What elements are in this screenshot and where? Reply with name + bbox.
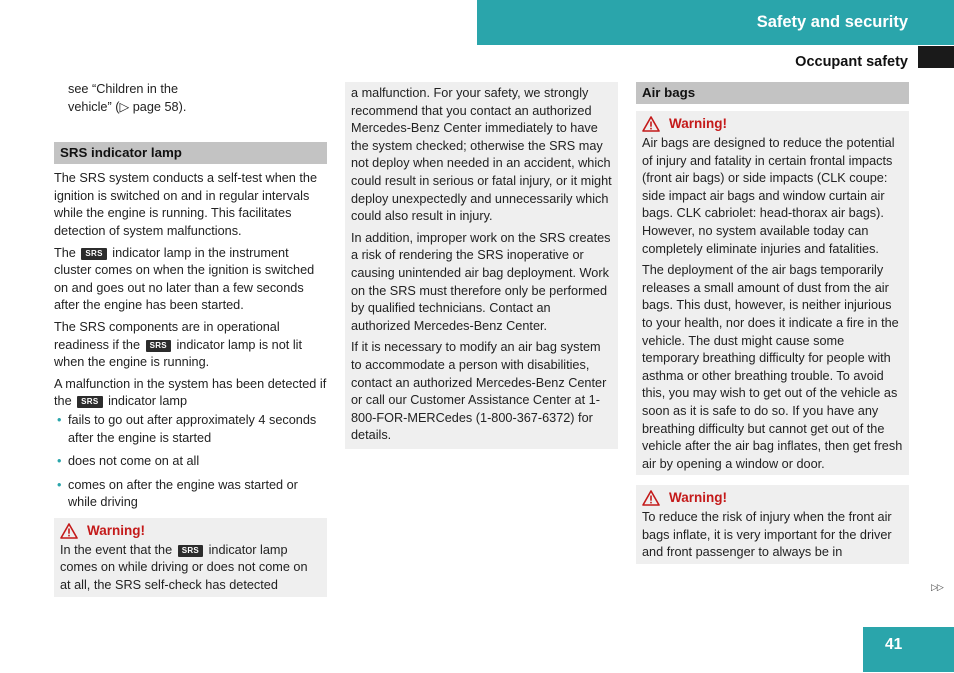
page-number: 41	[885, 636, 903, 653]
page-number-box	[863, 627, 954, 672]
warning-text: In the event that the SRS indicator lamp comes on while driving or does not come on at all, the SRS self-check has detected	[60, 542, 308, 593]
srs-indicator-icon: SRS	[81, 248, 106, 260]
section-tab-marker	[918, 46, 954, 68]
warning-heading: Warning!	[642, 114, 903, 134]
warning-continued-paragraph-3: If it is necessary to modify an air bag system to accommodate a person with disabilities, contact an authorized Mercedes-Benz Center or call our Customer Assistance Center at 1-800-FOR-MERCedes (1-800-367-6372) for details.	[351, 340, 607, 443]
column-2-continued-warning	[345, 82, 618, 449]
list-item: • fails to go out after approximately 4 seconds after the engine is started	[57, 412, 317, 445]
warning-continued-paragraph-2: In addition, improper work on the SRS creates a risk of rendering the SRS inoperative or causing unintended air bag deployment. Work on the SRS must therefore only be performed by qualified technicians. Contact an authorized Mercedes-Benz Center.	[351, 230, 611, 333]
srs-paragraph-4: A malfunction in the system has been detected if the SRS indicator lamp	[54, 376, 327, 409]
list-item: • comes on after the engine was started or while driving	[57, 477, 298, 510]
srs-indicator-icon: SRS	[178, 545, 203, 557]
bullet-icon: •	[57, 412, 62, 427]
warning-heading: Warning!	[642, 488, 903, 508]
srs-paragraph-3: The SRS components are in operational readiness if the SRS indicator lamp is not lit when the engine is running.	[54, 319, 302, 370]
intro-text	[54, 81, 327, 116]
column-3	[636, 82, 909, 564]
srs-section-heading: SRS indicator lamp	[54, 142, 327, 164]
airbags-section-heading: Air bags	[636, 82, 909, 104]
warning-continued-paragraph-1: a malfunction. For your safety, we strongly recommend that you contact an authorized Mercedes-Benz Center immediately to have the system checked; otherwise the SRS may not deploy when needed in an accident, which could result in serious or fatal injury, or it might deploy unexpectedly and unnecessarily which could also result in injury.	[351, 86, 612, 224]
bullet-icon: •	[57, 454, 62, 469]
srs-indicator-icon: SRS	[77, 396, 102, 408]
srs-paragraph-2: The SRS indicator lamp in the instrument cluster comes on when the ignition is switched on and goes out no later than a few seconds after the engine has been started.	[54, 245, 315, 313]
section-title: Safety and security	[756, 13, 908, 31]
srs-paragraph-1: The SRS system conducts a self-test when the ignition is switched on and in regular intervals while the engine is running. This facilitates detection of system malfunctions.	[54, 171, 318, 238]
column-1	[54, 81, 327, 597]
subsection-title: Occupant safety	[795, 54, 908, 70]
intro-line-2: vehicle” (▷ page 58).	[68, 99, 187, 114]
airbags-warning-box-1	[636, 111, 909, 475]
warning-triangle-icon	[642, 116, 660, 132]
airbags-warning-paragraph-2: The deployment of the air bags temporarily releases a small amount of dust from the air bags. This dust, however, is neither injurious to your health, nor does it indicate a fire in the vehicle. The dust might cause some temporary breathing difficulty for people with asthma or other breathing trouble. To avoid this, you may wish to get out of the vehicle as soon as it is safe to do so. If you have any breathing difficulty but cannot get out of the vehicle after the air bag inflates, then get fresh air by opening a window or door.	[642, 263, 903, 471]
airbags-warning-paragraph-1: Air bags are designed to reduce the potential of injury and fatality in certain frontal impacts (front air bags) or side impacts (CLK coupe: side impact air bags and window curtain air bags. CLK cabriolet: head-thorax air bags). However, no system available today can completely eliminate injuries and fatalities.	[642, 136, 895, 256]
srs-warning-box	[54, 518, 327, 597]
warning-triangle-icon	[60, 523, 78, 539]
continue-arrow-icon: ▷▷	[931, 582, 943, 592]
airbags-warning-2-paragraph: To reduce the risk of injury when the front air bags inflate, it is very important for the driver and front passenger to always be in	[642, 510, 892, 560]
srs-indicator-icon: SRS	[146, 340, 171, 352]
bullet-icon: •	[57, 477, 62, 492]
airbags-warning-box-2	[636, 485, 909, 564]
warning-triangle-icon	[642, 490, 660, 506]
list-item: • does not come on at all	[54, 453, 327, 471]
warning-heading: Warning!	[60, 521, 321, 541]
intro-line-1: see “Children in the	[68, 82, 179, 96]
